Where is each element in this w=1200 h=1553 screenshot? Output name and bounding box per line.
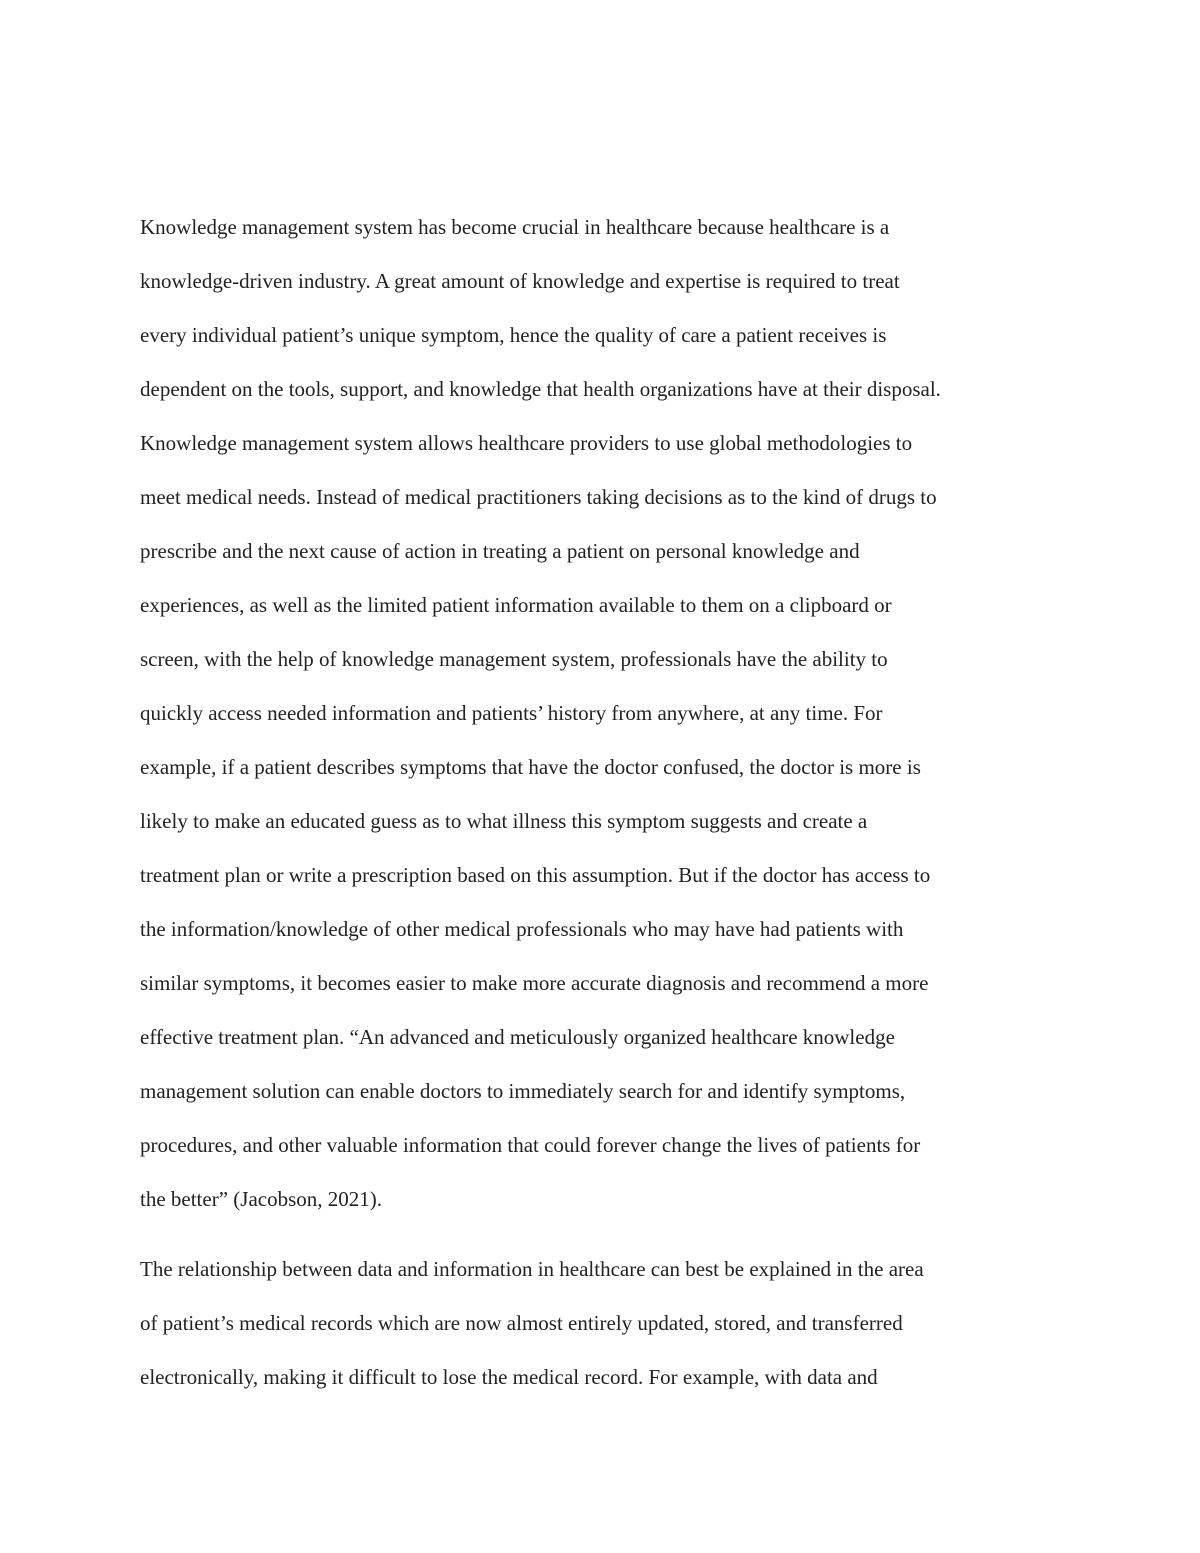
paragraph-1-line-7: prescribe and the next cause of action in treating a patient on personal knowledge and bbox=[140, 539, 860, 563]
paragraph-1-line-1: Knowledge management system has become crucial in healthcare because healthcare is a bbox=[140, 215, 890, 239]
paragraph-1-line-5: Knowledge management system allows healthcare providers to use global methodologies to bbox=[140, 431, 913, 455]
paragraph-1-line-10: quickly access needed information and patients’ history from anywhere, at any time. For bbox=[140, 701, 883, 725]
paragraph-1-line-19: the better” (Jacobson, 2021). bbox=[140, 1187, 383, 1211]
paragraph-1-line-18: procedures, and other valuable information that could forever change the lives of patients for bbox=[140, 1133, 921, 1157]
paragraph-1-line-8: experiences, as well as the limited patient information available to them on a clipboard or bbox=[140, 593, 892, 617]
paragraph-1-line-11: example, if a patient describes symptoms that have the doctor confused, the doctor is more is bbox=[140, 755, 921, 779]
paragraph-1-line-2: knowledge-driven industry. A great amount of knowledge and expertise is required to treat bbox=[140, 269, 900, 293]
paragraph-2-line-1: The relationship between data and information in healthcare can best be explained in the area bbox=[140, 1257, 924, 1281]
paragraph-1-line-12: likely to make an educated guess as to what illness this symptom suggests and create a bbox=[140, 809, 868, 833]
paragraph-2-line-3: electronically, making it difficult to lose the medical record. For example, with data and bbox=[140, 1365, 878, 1389]
paragraph-2-line-2: of patient’s medical records which are now almost entirely updated, stored, and transferred bbox=[140, 1311, 903, 1335]
paragraph-1-line-6: meet medical needs. Instead of medical practitioners taking decisions as to the kind of drugs to bbox=[140, 485, 937, 509]
paragraph-1-line-14: the information/knowledge of other medical professionals who may have had patients with bbox=[140, 917, 904, 941]
paragraph-1-line-9: screen, with the help of knowledge management system, professionals have the ability to bbox=[140, 647, 888, 671]
paragraph-1-line-17: management solution can enable doctors to immediately search for and identify symptoms, bbox=[140, 1079, 906, 1103]
paragraph-1-line-4: dependent on the tools, support, and knowledge that health organizations have at their disposal. bbox=[140, 377, 941, 401]
paragraph-1-line-3: every individual patient’s unique symptom, hence the quality of care a patient receives is bbox=[140, 323, 887, 347]
paragraph-1-line-15: similar symptoms, it becomes easier to make more accurate diagnosis and recommend a more bbox=[140, 971, 929, 995]
paragraph-1-line-16: effective treatment plan. “An advanced and meticulously organized healthcare knowledge bbox=[140, 1025, 895, 1049]
paragraph-1-line-13: treatment plan or write a prescription based on this assumption. But if the doctor has access to bbox=[140, 863, 931, 887]
